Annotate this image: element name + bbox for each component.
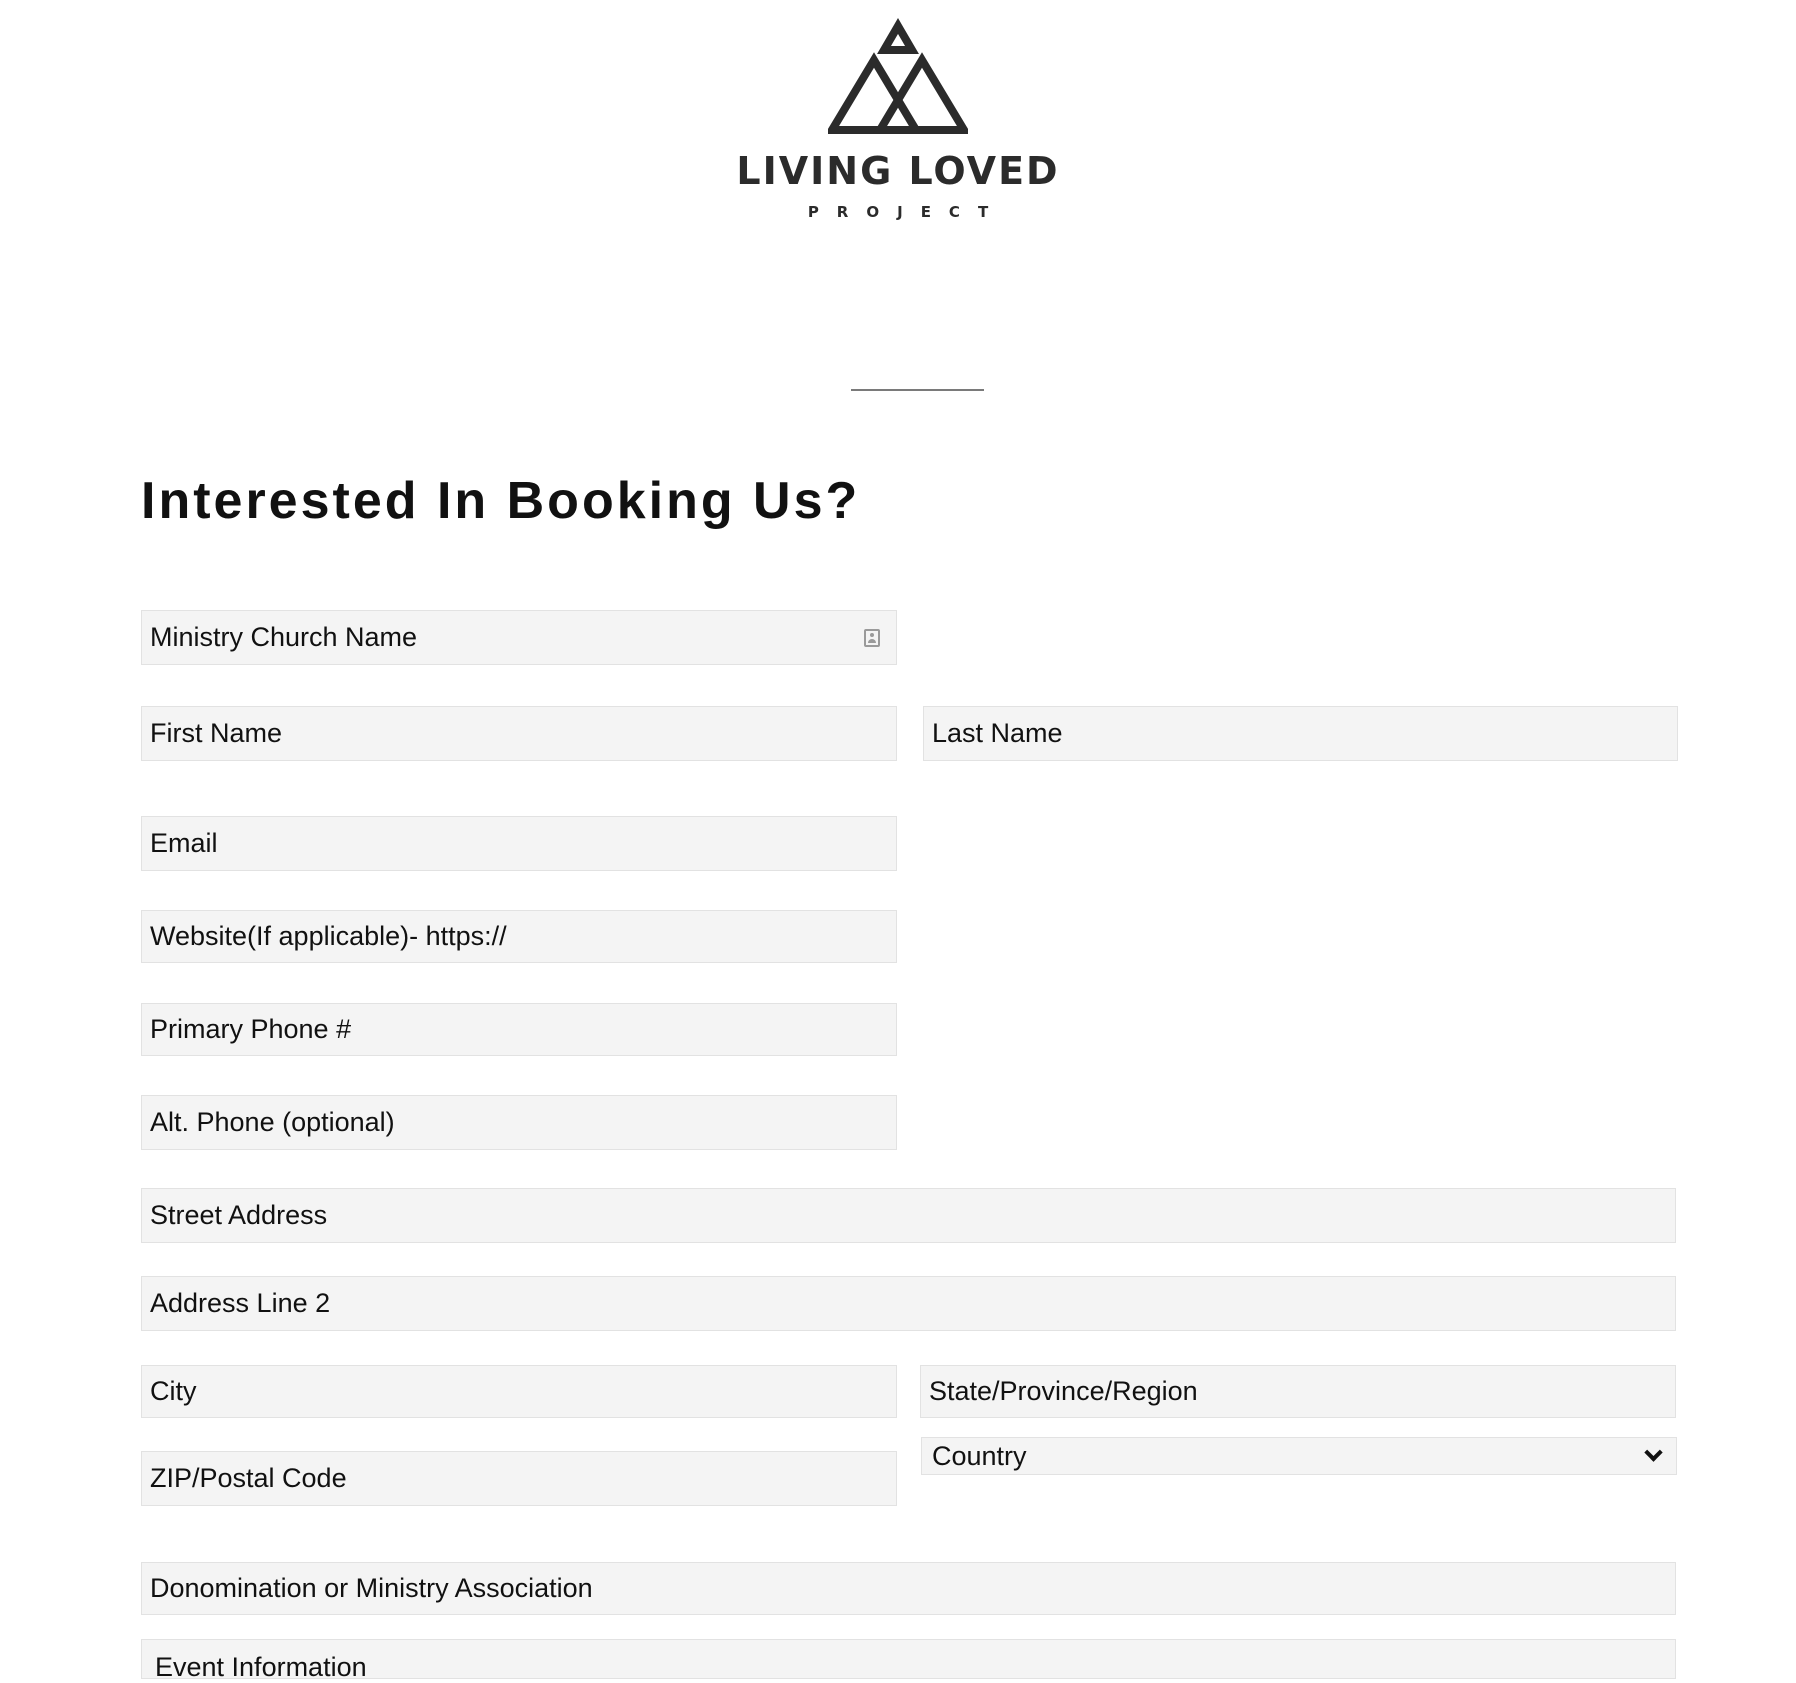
chevron-down-icon: [1644, 1443, 1662, 1461]
ministry-church-name-field[interactable]: [141, 610, 897, 665]
alt-phone-input[interactable]: [150, 1107, 888, 1138]
brand-logo: [0, 18, 1796, 220]
street-address-input[interactable]: [150, 1200, 1667, 1231]
website-input[interactable]: [150, 921, 888, 952]
address-line-2-field[interactable]: [141, 1276, 1676, 1331]
zip-input[interactable]: [150, 1463, 888, 1494]
brand-subtitle: PROJECT: [807, 203, 1007, 221]
city-input[interactable]: [150, 1376, 888, 1407]
email-field[interactable]: [141, 816, 897, 871]
event-information-field[interactable]: [141, 1639, 1676, 1679]
website-field[interactable]: [141, 910, 897, 963]
first-name-field[interactable]: [141, 706, 897, 761]
address-line-2-input[interactable]: [150, 1288, 1667, 1319]
city-field[interactable]: [141, 1365, 897, 1418]
first-name-input[interactable]: [150, 718, 888, 749]
state-field[interactable]: [920, 1365, 1676, 1418]
street-address-field[interactable]: [141, 1188, 1676, 1243]
last-name-field[interactable]: [923, 706, 1678, 761]
event-information-input[interactable]: [155, 1652, 1667, 1683]
zip-field[interactable]: [141, 1451, 897, 1506]
denomination-input[interactable]: [150, 1573, 1667, 1604]
section-divider: [851, 389, 984, 391]
brand-name: LIVING LOVED: [736, 149, 1060, 193]
primary-phone-field[interactable]: [141, 1003, 897, 1056]
page-title: Interested In Booking Us?: [141, 472, 861, 530]
state-input[interactable]: [929, 1376, 1667, 1407]
contact-card-icon[interactable]: [864, 629, 880, 647]
email-input[interactable]: [150, 828, 888, 859]
ministry-church-name-input[interactable]: [150, 622, 864, 653]
last-name-input[interactable]: [932, 718, 1669, 749]
denomination-field[interactable]: [141, 1562, 1676, 1615]
triangles-logo-icon: [828, 18, 968, 138]
country-select[interactable]: [921, 1437, 1677, 1475]
country-select-value: Country: [932, 1440, 1027, 1471]
primary-phone-input[interactable]: [150, 1014, 888, 1045]
alt-phone-field[interactable]: [141, 1095, 897, 1150]
